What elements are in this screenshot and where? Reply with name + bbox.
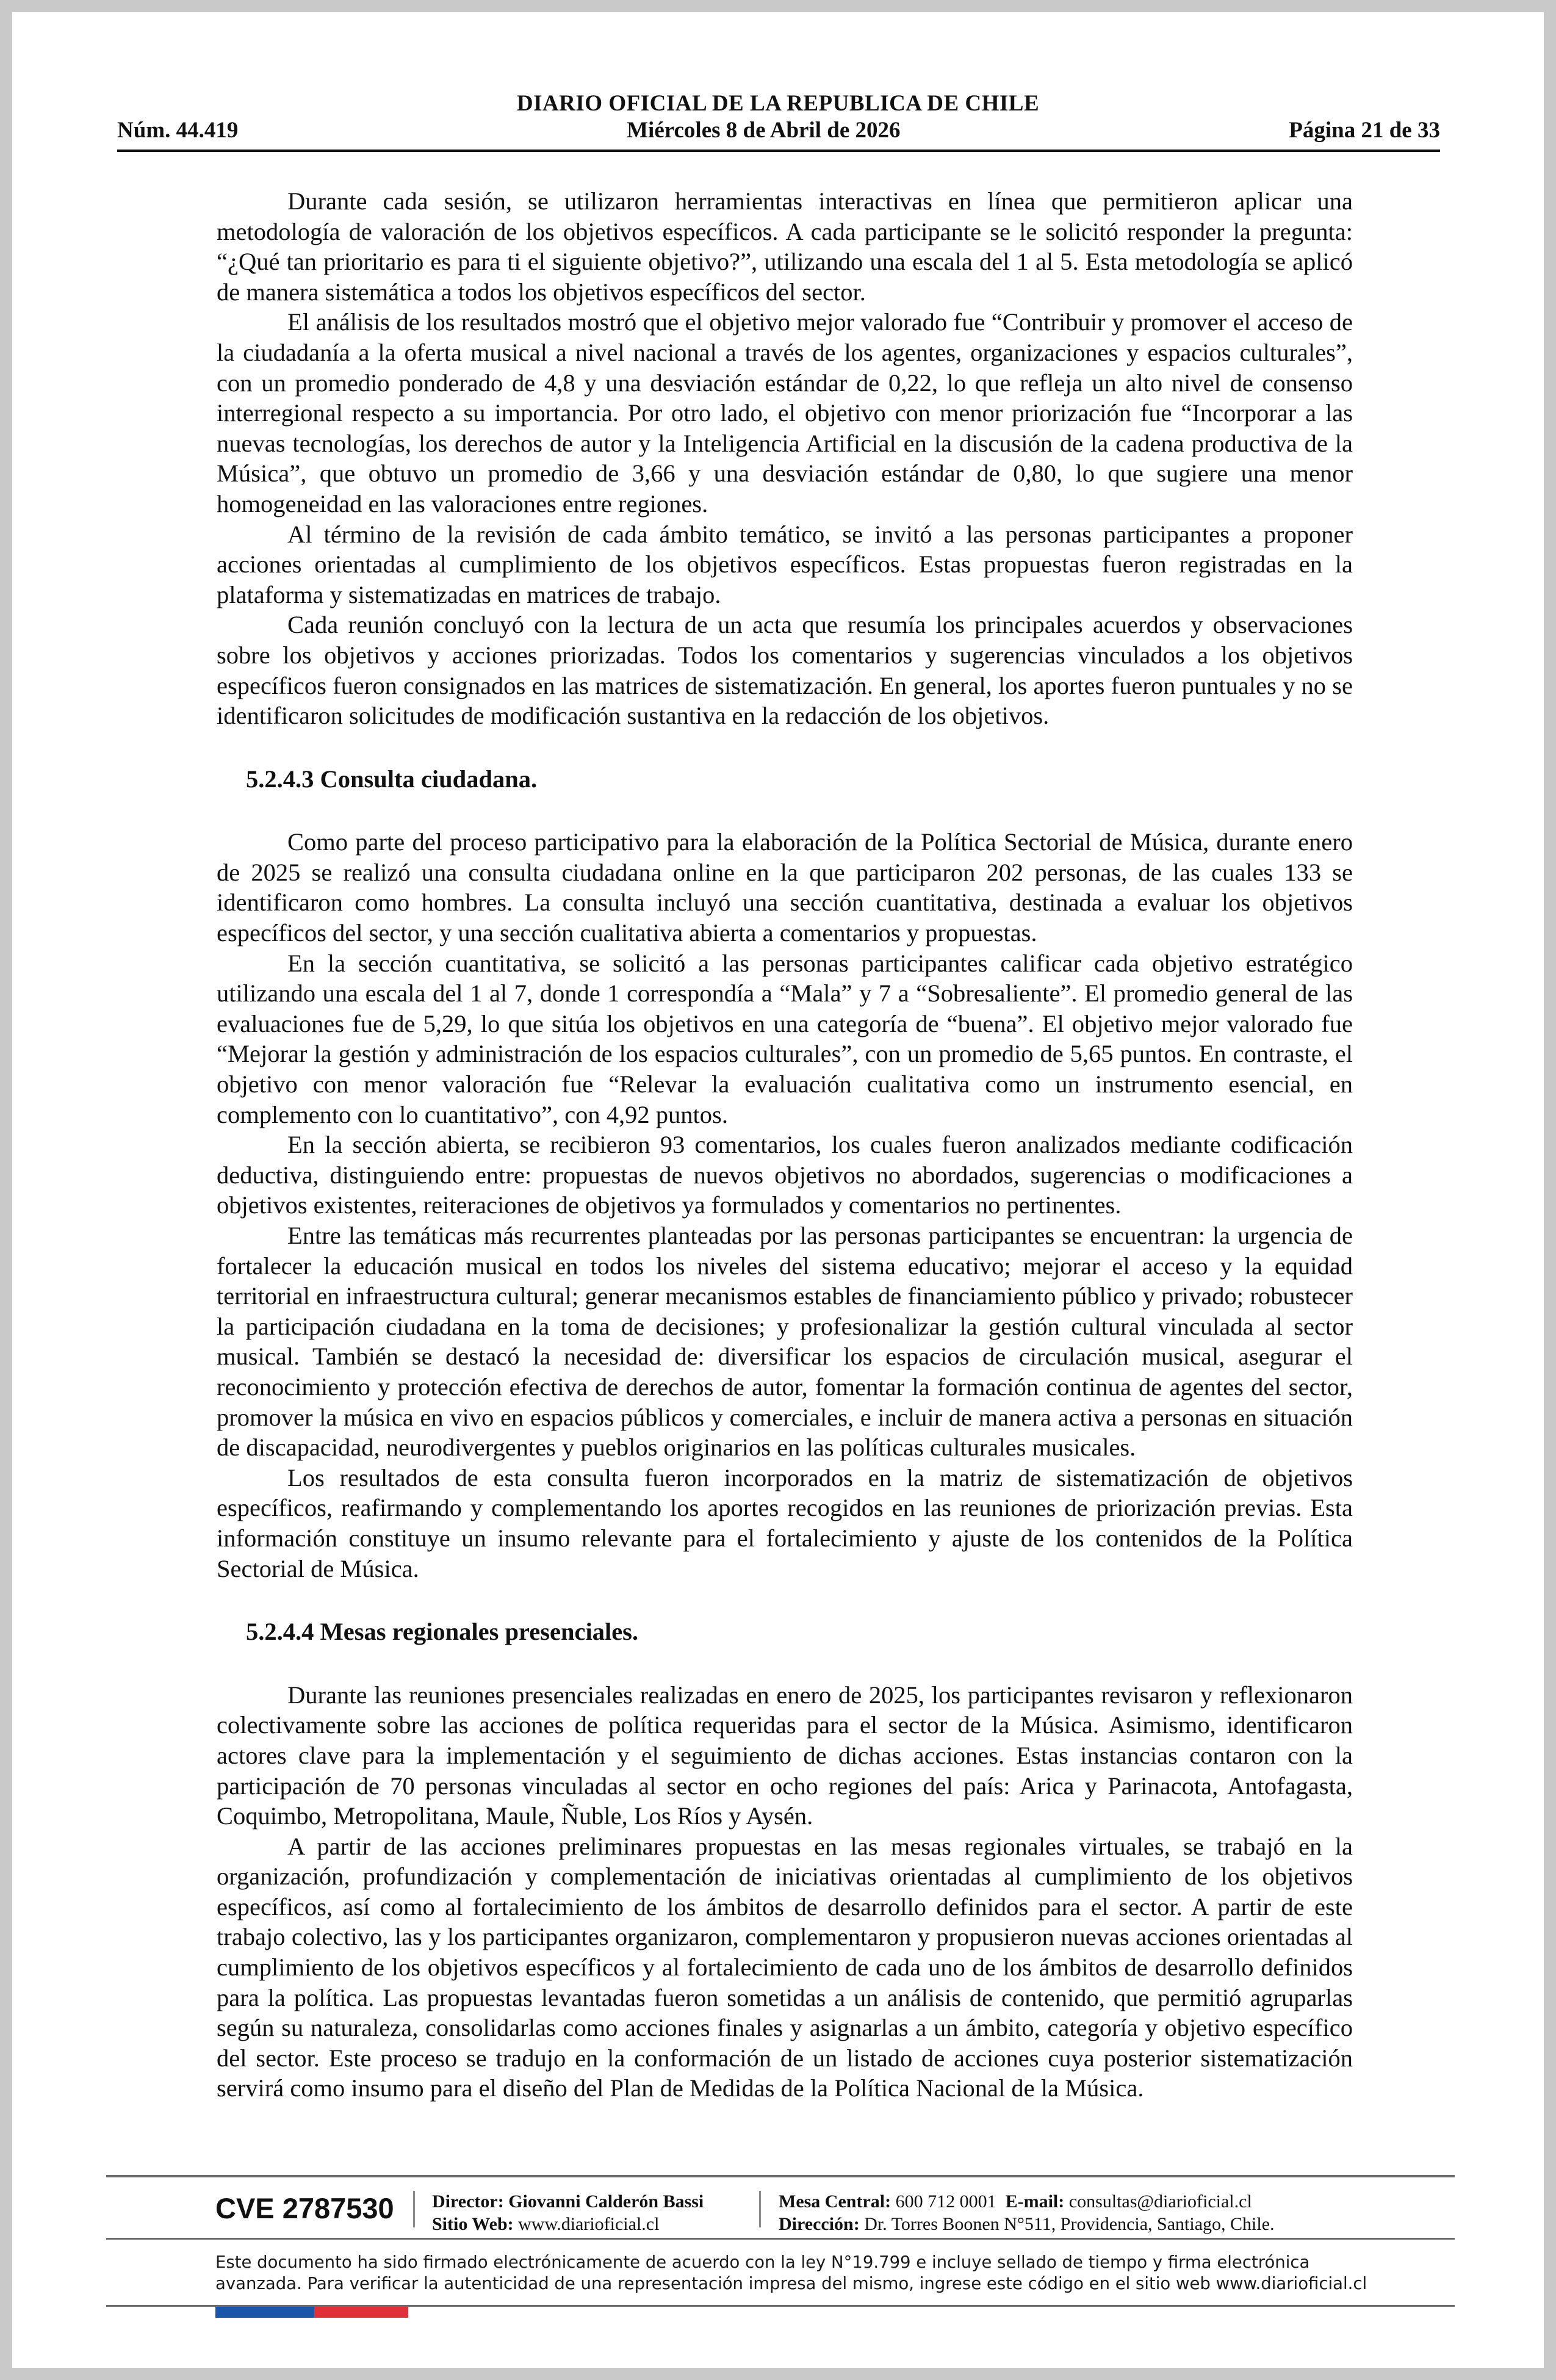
gazette-title: DIARIO OFICIAL DE LA REPUBLICA DE CHILE (516, 91, 1040, 116)
address-label: Dirección: (779, 2214, 860, 2234)
footer-contact-block (779, 2190, 1275, 2235)
email-label: E-mail: (1005, 2191, 1065, 2212)
paragraph: A partir de las acciones preliminares propuestas en las mesas regionales virtuales, se trabajó en la organización, profundización y complementación de iniciativas orientadas al cumplimiento de los objetivos específicos, así como al fortalecimiento de los ámbitos de desarrollo definidos para el sector. A partir de este trabajo colectivo, las y los participantes organizaron, complementaron y propusieron nuevas acciones orientadas al cumplimiento de los objetivos específicos y al fortalecimiento de cada uno de los ámbitos de desarrollo definidos para la política. Las propuestas levantadas fueron sometidas a un análisis de contenido, que permitió agruparlas según su naturaleza, consolidarlas como acciones finales y asignarlas a un ámbito, categoría y objetivo específico del sector. Este proceso se tradujo en la conformación de un listado de acciones cuya posterior sistematización servirá como insumo para el diseño del Plan de Medidas de la Política Nacional de la Música. (217, 1832, 1353, 2102)
footer-divider-top (106, 2175, 1455, 2177)
document-page (12, 12, 1544, 2368)
issue-number: Núm. 44.419 (117, 118, 239, 143)
footer-director-block (432, 2190, 704, 2235)
header-divider (117, 150, 1440, 152)
signature-notice (215, 2252, 1375, 2295)
paragraph: Durante las reuniones presenciales realizadas en enero de 2025, los participantes revisaron y reflexionaron colectivamente sobre las acciones de política requeridas para el sector de la Música. Asimismo, identificaron actores clave para la implementación y el seguimiento de dichas acciones. Estas instancias contaron con la participación de 70 personas vinculadas al sector en ocho regiones del país: Arica y Parinacota, Antofagasta, Coquimbo, Metropolitana, Maule, Ñuble, Los Ríos y Aysén. (217, 1681, 1353, 1830)
flag-stripe-blue (215, 2307, 314, 2318)
issue-date: Miércoles 8 de Abril de 2026 (627, 118, 901, 143)
email-link[interactable]: consultas@diarioficial.cl (1068, 2191, 1252, 2212)
paragraph: Entre las temáticas más recurrentes planteadas por las personas participantes se encuentran: la urgencia de fortalecer la educación musical en todos los niveles del sistema educativo; mejorar el acceso y la equidad territorial en infraestructura cultural; generar mecanismos estables de financiamiento público y privado; robustecer la participación ciudadana en la toma de decisiones; y profesionalizar la gestión cultural vinculada al sector musical. También se destacó la necesidad de: diversificar los espacios de circulación musical, asegurar el reconocimiento y protección efectiva de derechos de autor, fomentar la formación continua de agentes del sector, promover la música en vivo en espacios públicos y comerciales, e incluir de manera activa a personas en situación de discapacidad, neurodivergentes y pueblos originarios en las políticas culturales musicales. (217, 1222, 1353, 1462)
section-heading-consulta-ciudadana: 5.2.4.3 Consulta ciudadana. (246, 765, 538, 793)
signature-notice-line: avanzada. Para verificar la autenticidad de una representación impresa del mismo, ingrese este código en el sitio web www.diarioficial.cl (215, 2274, 1367, 2293)
paragraph: Los resultados de esta consulta fueron incorporados en la matriz de sistematización de objetivos específicos, reafirmando y complementando los aportes recogidos en las reuniones de priorización previas. Esta información constituye un insumo relevante para el fortalecimiento y ajuste de los contenidos de la Política Sectorial de Música. (217, 1463, 1353, 1582)
website-label: Sitio Web: (432, 2214, 514, 2234)
director-name: Giovanni Calderón Bassi (508, 2191, 704, 2212)
flag-stripe-red (314, 2307, 408, 2318)
cve-code: CVE 2787530 (215, 2192, 394, 2224)
paragraph: En la sección cuantitativa, se solicitó a las personas participantes calificar cada objetivo estratégico utilizando una escala del 1 al 7, donde 1 correspondía a “Mala” y 7 a “Sobresaliente”. El promedio general de las evaluaciones fue de 5,29, lo que sitúa los objetivos en una categoría de “buena”. El objetivo mejor valorado fue “Mejorar la gestión y administración de los espacios culturales”, con un promedio de 5,65 puntos. En contraste, el objetivo con menor valoración fue “Relevar la evaluación cualitativa como un instrumento esencial, en complemento con lo cuantitativo”, con 4,92 puntos. (217, 949, 1353, 1128)
mesa-label: Mesa Central: (779, 2191, 891, 2212)
page-number: Página 21 de 33 (1289, 118, 1440, 143)
paragraph: Durante cada sesión, se utilizaron herramientas interactivas en línea que permitieron aplicar una metodología de valoración de los objetivos específicos. A cada participante se le solicitó responder la pregunta: “¿Qué tan prioritario es para ti el siguiente objetivo?”, utilizando una escala del 1 al 5. Esta metodología se aplicó de manera sistemática a todos los objetivos específicos del sector. (217, 187, 1353, 306)
footer-separator (413, 2191, 415, 2227)
footer-separator (759, 2191, 761, 2227)
body-text (217, 186, 1353, 2104)
footer-divider-mid (106, 2238, 1455, 2240)
paragraph: Al término de la revisión de cada ámbito temático, se invitó a las personas participantes a proponer acciones orientadas al cumplimiento de los objetivos específicos. Estas propuestas fueron registradas en la plataforma y sistematizadas en matrices de trabajo. (217, 520, 1353, 608)
paragraph: El análisis de los resultados mostró que el objetivo mejor valorado fue “Contribuir y promover el acceso de la ciudadanía a la oferta musical a nivel nacional a través de los agentes, organizaciones y espacios culturales”, con un promedio ponderado de 4,8 y una desviación estándar de 0,22, lo que refleja un alto nivel de consenso interregional respecto a su importancia. Por otro lado, el objetivo con menor priorización fue “Incorporar a las nuevas tecnologías, los derechos de autor y la Inteligencia Artificial en la discusión de la cadena productiva de la Música”, que obtuvo un promedio de 3,66 y una desviación estándar de 0,80, lo que sugiere una menor homogeneidad en las valoraciones entre regiones. (217, 308, 1353, 517)
paragraph: Como parte del proceso participativo para la elaboración de la Política Sectorial de Música, durante enero de 2025 se realizó una consulta ciudadana online en la que participaron 202 personas, de las cuales 133 se identificaron como hombres. La consulta incluyó una sección cuantitativa, destinada a evaluar los objetivos específicos del sector, y una sección cualitativa abierta a comentarios y propuestas. (217, 828, 1353, 947)
section-heading-mesas-regionales: 5.2.4.4 Mesas regionales presenciales. (246, 1618, 639, 1646)
mesa-phone: 600 712 0001 (895, 2191, 996, 2212)
signature-notice-line: Este documento ha sido firmado electrónicamente de acuerdo con la ley N°19.799 e incluye sellado de tiempo y firma electrónica (215, 2252, 1310, 2272)
director-label: Director: (432, 2191, 504, 2212)
paragraph: En la sección abierta, se recibieron 93 comentarios, los cuales fueron analizados mediante codificación deductiva, distinguiendo entre: propuestas de nuevos objetivos no abordados, sugerencias o modificaciones a objetivos existentes, reiteraciones de objetivos ya formulados y comentarios no pertinentes. (217, 1131, 1353, 1219)
paragraph: Cada reunión concluyó con la lectura de un acta que resumía los principales acuerdos y observaciones sobre los objetivos y acciones priorizadas. Todos los comentarios y sugerencias vinculados a los objetivos específicos fueron consignados en las matrices de sistematización. En general, los aportes fueron puntuales y no se identificaron solicitudes de modificación sustantiva en la redacción de los objetivos. (217, 611, 1353, 730)
website-link[interactable]: www.diarioficial.cl (518, 2214, 660, 2234)
header-row (117, 117, 1440, 143)
address-value: Dr. Torres Boonen N°511, Providencia, Santiago, Chile. (864, 2214, 1275, 2234)
